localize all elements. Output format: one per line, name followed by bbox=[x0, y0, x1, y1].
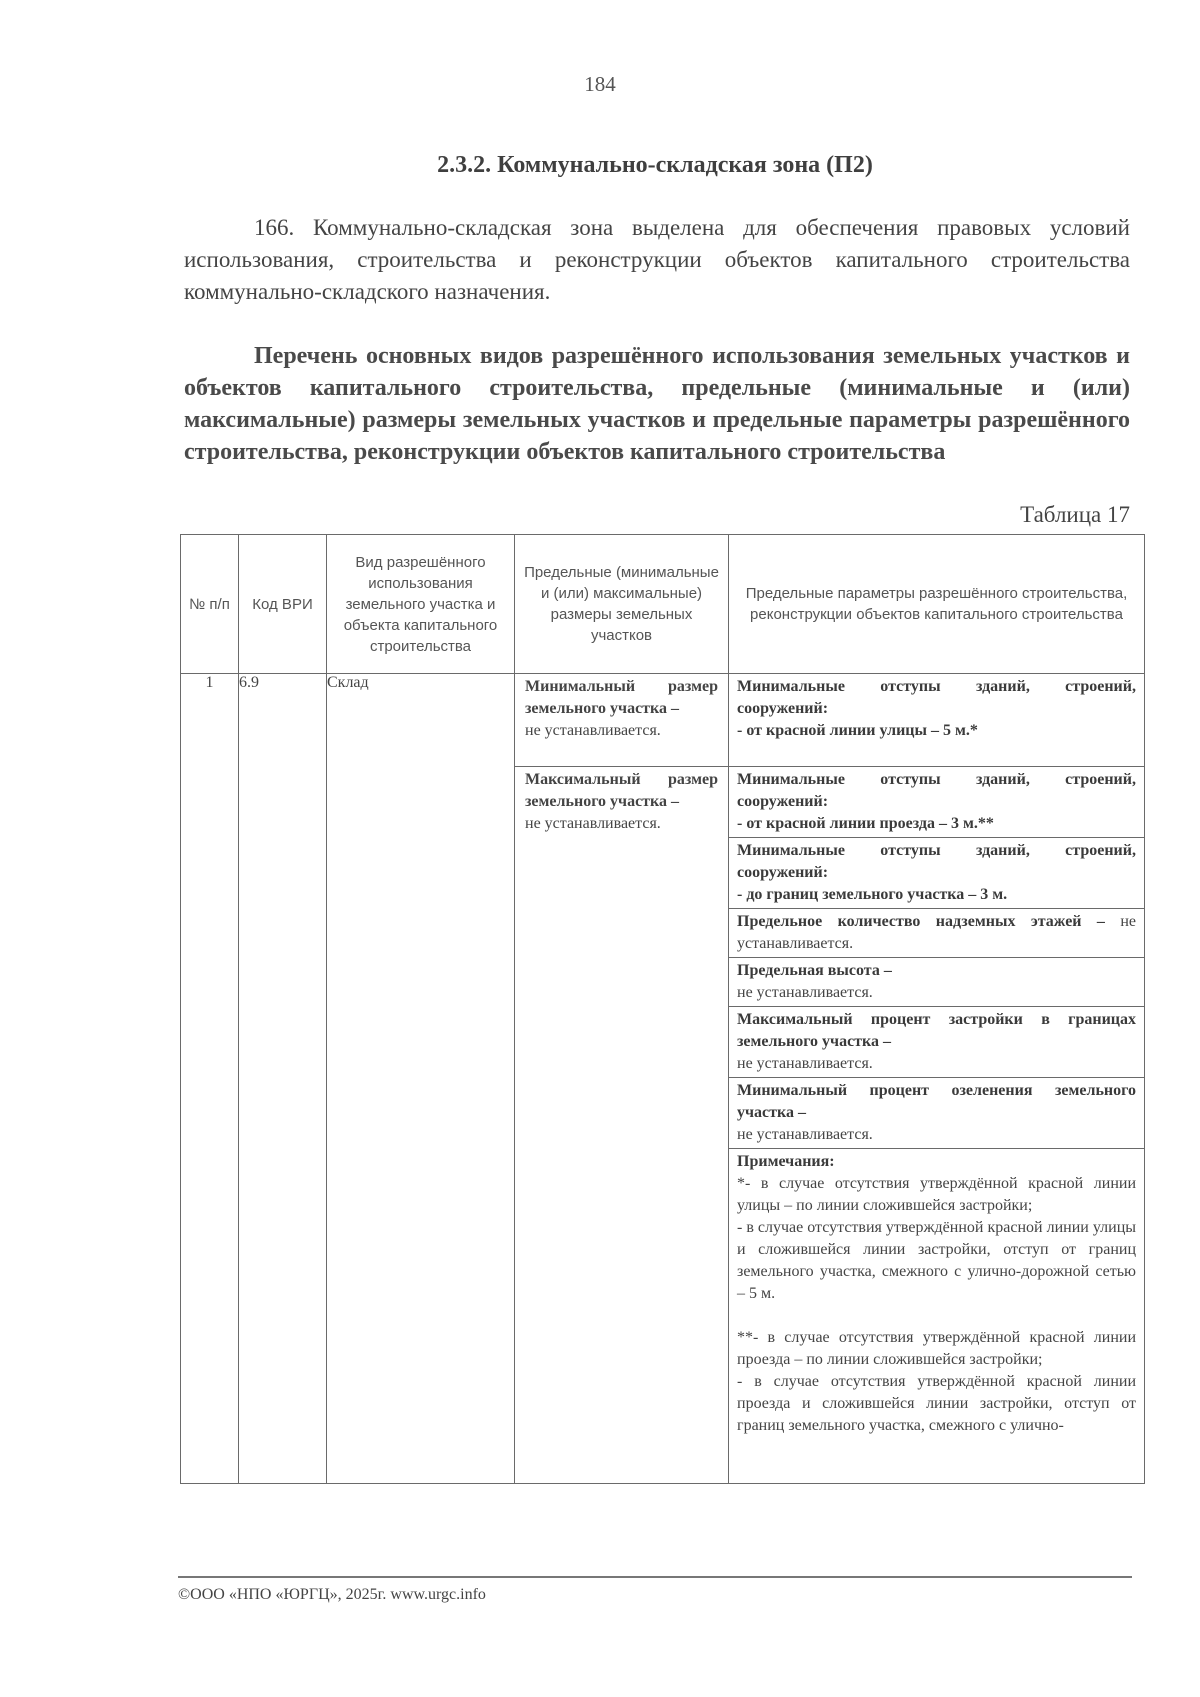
header-type: Вид разрешённого использования земельного участка и объекта капитального строительства bbox=[327, 535, 515, 674]
section-title: 2.3.2. Коммунально-складская зона (П2) bbox=[437, 152, 873, 178]
row-type: Склад bbox=[327, 674, 515, 1484]
table-header-row bbox=[181, 535, 1145, 674]
note-item: - в случае отсутствия утверждённой красной линии проезда и сложившейся линии застройки, отступ от границ земельного участка, смежного с улично- bbox=[737, 1373, 1136, 1434]
table-heading: Перечень основных видов разрешённого использования земельных участков и объектов капитального строительства, предельные (минимальные и (или) максимальные) размеры земельных участков и предельные параметры разрешённого строительства, реконструкции объектов капитального строительства bbox=[184, 343, 1130, 465]
param-setback-boundary: Минимальные отступы зданий, строений, сооружений: - до границ земельного участка – 3 м. bbox=[729, 838, 1144, 909]
footer-divider bbox=[178, 1576, 1132, 1578]
header-num: № п/п bbox=[181, 535, 239, 674]
max-size-value: не устанавливается. bbox=[525, 815, 661, 832]
param-max-coverage: Максимальный процент застройки в границах земельного участка – не устанавливается. bbox=[729, 1007, 1144, 1078]
param-height: Предельная высота – не устанавливается. bbox=[729, 958, 1144, 1007]
param-min-greenery: Минимальный процент озеленения земельного участка – не устанавливается. bbox=[729, 1078, 1144, 1149]
notes-title: Примечания: bbox=[737, 1153, 835, 1170]
footer-copyright: ©ООО «НПО «ЮРГЦ», 2025г. www.urgc.info bbox=[178, 1586, 486, 1603]
header-sizes: Предельные (минимальные и (или) максимальные) размеры земельных участков bbox=[515, 535, 729, 674]
param-setback-street: Минимальные отступы зданий, строений, сооружений: - от красной линии улицы – 5 м.* bbox=[729, 674, 1144, 767]
note-spacer bbox=[737, 1305, 1136, 1327]
param-setback-driveway: Минимальные отступы зданий, строений, сооружений: - от красной линии проезда – 3 м.** bbox=[729, 767, 1144, 838]
row-sizes bbox=[515, 674, 729, 1484]
row-num: 1 bbox=[181, 674, 239, 1484]
notes-block bbox=[729, 1149, 1144, 1439]
table-row bbox=[181, 674, 1145, 1484]
min-size-block bbox=[515, 674, 728, 766]
max-size-block bbox=[515, 766, 728, 837]
zoning-table bbox=[180, 534, 1145, 1484]
table-label: Таблица 17 bbox=[1020, 502, 1130, 527]
page-number: 184 bbox=[584, 72, 616, 96]
max-size-label: Максимальный размер земельного участка – bbox=[525, 771, 718, 810]
intro-paragraph: 166. Коммунально-складская зона выделена для обеспечения правовых условий использования, строительства и реконструкции объектов капитального строительства коммунально-складского назначения. bbox=[184, 215, 1130, 304]
row-code: 6.9 bbox=[239, 674, 327, 1484]
note-item: **- в случае отсутствия утверждённой красной линии проезда – по линии сложившейся застройки; bbox=[737, 1329, 1136, 1368]
min-size-value: не устанавливается. bbox=[525, 722, 661, 739]
header-params: Предельные параметры разрешённого строительства, реконструкции объектов капитального строительства bbox=[729, 535, 1145, 674]
note-item: - в случае отсутствия утверждённой красной линии улицы и сложившейся линии застройки, отступ от границ земельного участка, смежного с улично-дорожной сетью – 5 м. bbox=[737, 1219, 1136, 1302]
min-size-label: Минимальный размер земельного участка – bbox=[525, 678, 718, 717]
note-item: *- в случае отсутствия утверждённой красной линии улицы – по линии сложившейся застройки; bbox=[737, 1175, 1136, 1214]
param-floors: Предельное количество надземных этажей – не устанавливается. bbox=[729, 909, 1144, 958]
header-code: Код ВРИ bbox=[239, 535, 327, 674]
row-params bbox=[729, 674, 1145, 1484]
